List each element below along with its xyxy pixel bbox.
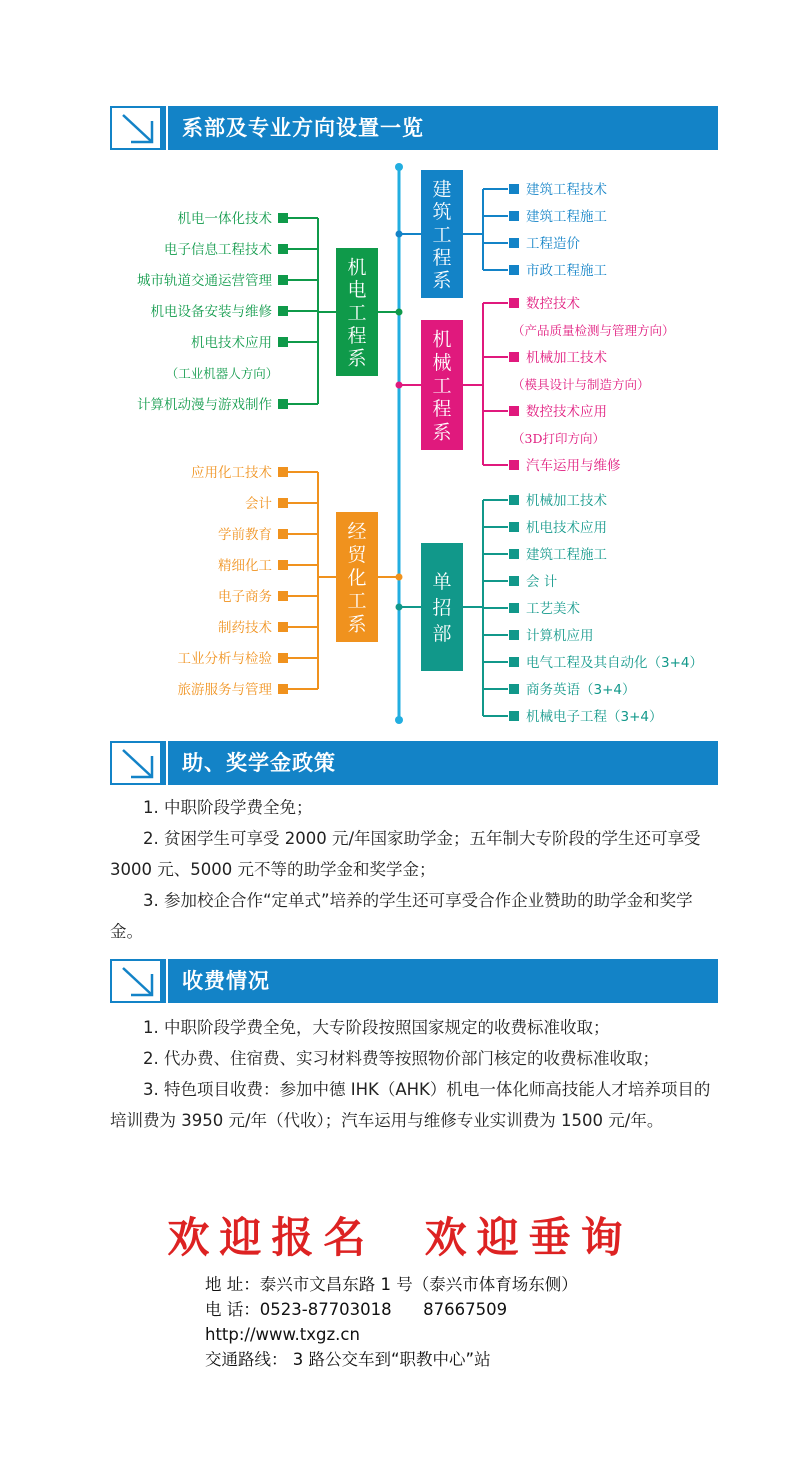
major-note: （产品质量检测与管理方向） (512, 323, 675, 338)
major-label: 建筑工程施工 (526, 547, 607, 563)
dept-name-char: 经 (347, 520, 367, 543)
major-label: 电子商务 (218, 589, 272, 605)
major-bullet (509, 549, 519, 559)
arrow-icon (110, 741, 162, 785)
junction-dot (396, 231, 403, 238)
major-label: 数控技术 (526, 296, 580, 312)
major-label: 学前教育 (218, 527, 272, 543)
major-label: 建筑工程技术 (526, 182, 607, 198)
dept-name-char: 电 (347, 279, 367, 302)
address-line: 地 址：泰兴市文昌东路 1 号（泰兴市体育场东侧） (205, 1275, 578, 1294)
transit-line: 交通路线： 3 路公交车到“职教中心”站 (205, 1350, 491, 1369)
dept-name-char: 部 (432, 623, 452, 645)
dept-name-char: 系 (347, 613, 367, 636)
major-bullet (509, 711, 519, 721)
major-label: 市政工程施工 (526, 263, 607, 279)
fee-item: 1. 中职阶段学费全免，大专阶段按照国家规定的收费标准收取； (143, 1018, 610, 1037)
junction-dot (396, 382, 403, 389)
dept-name-char: 机 (347, 256, 367, 279)
arrow-icon (110, 106, 162, 150)
dept-name-char: 系 (347, 347, 367, 370)
major-label: 计算机动漫与游戏制作 (137, 397, 272, 413)
major-bullet (509, 298, 519, 308)
junction-dot (396, 604, 403, 611)
major-bullet (509, 352, 519, 362)
section-title: 收费情况 (182, 968, 270, 993)
major-bullet (509, 630, 519, 640)
major-bullet (278, 337, 288, 347)
major-label: 电气工程及其自动化（3+4） (526, 655, 703, 671)
major-label: 计算机应用 (526, 628, 594, 644)
major-bullet (509, 238, 519, 248)
major-bullet (278, 560, 288, 570)
major-bullet (278, 591, 288, 601)
major-bullet (278, 622, 288, 632)
major-label: 工艺美术 (526, 601, 580, 617)
welcome-slogan: 欢迎报名 欢迎垂询 (167, 1213, 633, 1262)
major-label: 机械加工技术 (526, 493, 607, 509)
major-note: （模具设计与制造方向） (512, 377, 650, 392)
major-label: 机电设备安装与维修 (150, 304, 272, 320)
major-label: 工业分析与检验 (177, 651, 272, 667)
dept-name-char: 招 (432, 597, 452, 619)
major-label: 精细化工 (218, 558, 272, 574)
scholarship-item: 2. 贫困学生可享受 2000 元/年国家助学金；五年制大专阶段的学生还可享受 3000 元、5000 元不等的助学金和奖学金； (110, 829, 701, 879)
major-note: （3D打印方向） (512, 431, 605, 446)
dept-name-char: 工 (432, 224, 452, 246)
dept-name-char: 工 (432, 375, 452, 397)
major-bullet (509, 522, 519, 532)
junction-dot (396, 574, 403, 581)
section-banner-scholarship (110, 741, 718, 785)
major-label: 制药技术 (218, 620, 272, 636)
banner-divider (166, 741, 168, 785)
major-label: 机电一体化技术 (177, 211, 272, 227)
dept-name-char: 工 (347, 590, 367, 613)
major-bullet (278, 529, 288, 539)
major-label: 机电技术应用 (191, 335, 272, 351)
arrow-icon (110, 959, 162, 1003)
department-org-chart (0, 155, 800, 727)
dept-name-char: 贸 (347, 543, 367, 566)
dept-name-char: 机 (432, 328, 452, 351)
dept-name-char: 工 (347, 302, 367, 324)
dept-name-char: 程 (432, 398, 452, 421)
dept-name-char: 筑 (432, 201, 452, 224)
major-bullet (509, 684, 519, 694)
major-bullet (509, 265, 519, 275)
dept-name-char: 程 (432, 246, 452, 269)
major-bullet (278, 399, 288, 409)
scholarship-policy-list (110, 792, 715, 947)
major-bullet (278, 244, 288, 254)
dept-name-char: 建 (432, 178, 452, 201)
section-banner-departments (110, 106, 718, 150)
major-bullet (278, 275, 288, 285)
major-label: 商务英语（3+4） (526, 682, 636, 698)
fee-item: 3. 特色项目收费：参加中德 IHK（AHK）机电一体化师高技能人才培养项目的培训费为 3950 元/年（代收）；汽车运用与维修专业实训费为 1500 元/年。 (110, 1080, 711, 1130)
fee-item: 2. 代办费、住宿费、实习材料费等按照物价部门核定的收费标准收取； (143, 1049, 659, 1068)
major-label: 电子信息工程技术 (164, 242, 272, 258)
major-bullet (509, 460, 519, 470)
dept-name-char: 系 (432, 269, 452, 292)
dept-name-char: 单 (432, 571, 452, 593)
banner-divider (166, 959, 168, 1003)
website-link[interactable]: http://www.txgz.cn (205, 1325, 360, 1344)
contact-info (205, 1272, 578, 1372)
dept-name-char: 程 (347, 324, 367, 347)
major-bullet (278, 653, 288, 663)
scholarship-item: 3. 参加校企合作“定单式”培养的学生还可享受合作企业赞助的助学金和奖学金。 (110, 891, 693, 941)
major-note: （工业机器人方向） (165, 366, 279, 381)
major-label: 城市轨道交通运营管理 (137, 273, 272, 289)
major-bullet (278, 306, 288, 316)
scholarship-item: 1. 中职阶段学费全免； (143, 798, 313, 817)
major-label: 工程造价 (526, 236, 580, 252)
major-bullet (509, 184, 519, 194)
major-bullet (509, 576, 519, 586)
dept-name-char: 化 (347, 567, 367, 589)
major-label: 会计 (245, 496, 272, 512)
spine-end-dot (395, 163, 403, 171)
major-label: 机电技术应用 (526, 520, 607, 536)
major-bullet (278, 684, 288, 694)
major-bullet (509, 211, 519, 221)
major-bullet (509, 495, 519, 505)
major-bullet (509, 406, 519, 416)
major-label: 机械电子工程（3+4） (526, 709, 663, 725)
major-label: 旅游服务与管理 (177, 682, 272, 698)
spine-end-dot (395, 716, 403, 724)
dept-name-char: 系 (432, 421, 452, 444)
major-bullet (278, 498, 288, 508)
junction-dot (396, 309, 403, 316)
major-label: 数控技术应用 (526, 404, 607, 420)
fee-list (110, 1012, 715, 1136)
dept-name-char: 械 (432, 351, 452, 374)
phone-line: 电 话：0523-87703018 87667509 (205, 1300, 508, 1319)
section-title: 系部及专业方向设置一览 (182, 115, 424, 140)
major-label: 机械加工技术 (526, 350, 607, 366)
major-bullet (278, 467, 288, 477)
major-label: 建筑工程施工 (526, 209, 607, 225)
major-label: 应用化工技术 (191, 465, 272, 481)
section-banner-fees (110, 959, 718, 1003)
major-bullet (509, 603, 519, 613)
section-title: 助、奖学金政策 (182, 750, 336, 775)
major-label: 会 计 (526, 574, 558, 590)
major-bullet (278, 213, 288, 223)
major-bullet (509, 657, 519, 667)
major-label: 汽车运用与维修 (526, 458, 621, 474)
banner-divider (166, 106, 168, 150)
